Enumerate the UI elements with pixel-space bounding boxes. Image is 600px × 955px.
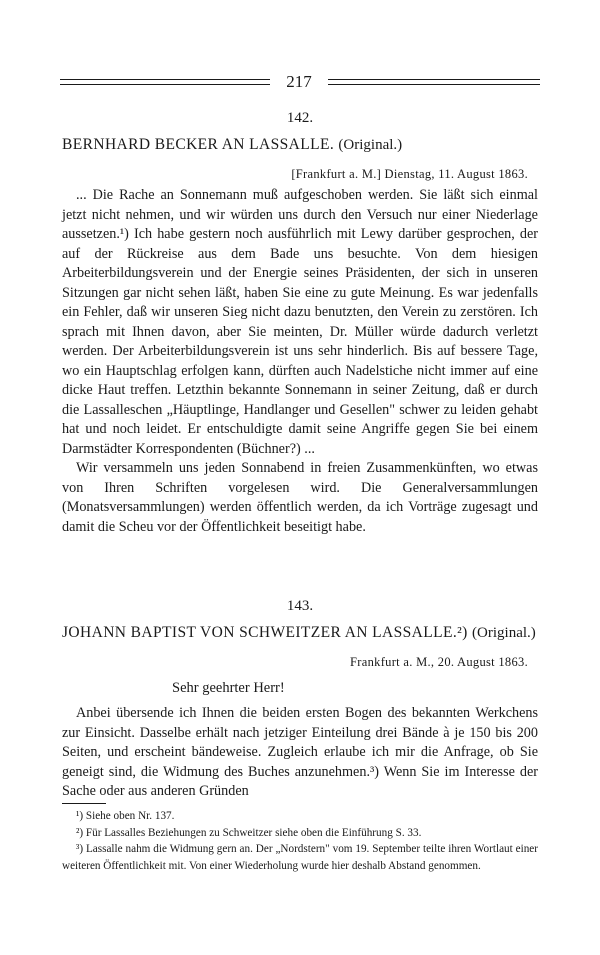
body-paragraph: Anbei übersende ich Ihnen die beiden ersten Bogen des bekannten Werkchens zur Einsicht. Dasselbe erhält nach jetziger Einteilung drei Bände à je 150 bis 200 Seiten, und erscheint bändeweise. Zugleich erlaube ich mir die Anfrage, ob Sie geneigt sind, die Widmung des Buches anzunehmen.³) Wenn Sie im Interesse der Sache oder aus anderen Gründen	[62, 705, 538, 799]
letter-heading	[62, 624, 536, 642]
letter-dateline: [Frankfurt a. M.] Dienstag, 11. August 1863.	[291, 167, 528, 181]
letter-heading-title: JOHANN BAPTIST VON SCHWEITZER AN LASSALLE.²)	[62, 624, 468, 641]
letter-body	[62, 186, 538, 537]
body-paragraph: Wir versammeln uns jeden Sonnabend in freien Zusammenkünften, wo etwas von Ihren Schriften vorgelesen wird. Die Generalversammlungen (Monatsversammlungen) werden öffentlich werden, da ich Vorträge zugesagt und damit die Scheu vor der Öffentlichkeit beseitigt habe.	[62, 460, 538, 535]
letter-body	[62, 704, 538, 802]
footnote: ²) Für Lassalles Beziehungen zu Schweitzer siehe oben die Einführung S. 33.	[76, 826, 422, 839]
page-number: 217	[286, 72, 312, 91]
letter-number: 143.	[286, 598, 314, 614]
footnote: ³) Lassalle nahm die Widmung gern an. Der „Nordstern" vom 19. September teilte ihren Wortlaut einer weiteren Öffentlichkeit mit. Von einer Wiederholung wurde hier deshalb Abstand genommen.	[62, 843, 538, 872]
footnote: ¹) Siehe oben Nr. 137.	[76, 810, 175, 822]
body-paragraph: ... Die Rache an Sonnemann muß aufgeschoben werden. Sie läßt sich einmal jetzt nicht nehmen, und wir würden uns durch den Versuch nur einer Niederlage aussetzen.¹) Ich habe gestern noch ausführlich mit Lewy darüber gesprochen, der auf der Rückreise aus dem Bade uns besuchte. Von dem hiesigen Arbeiterbildungsverein und der Energie seines Präsidenten, der sich in unseren Sitzungen gar nicht sehen läßt, haben Sie eine zu gute Meinung. Es war jedenfalls ein Fehler, daß wir unseren Sieg nicht dazu benutzten, den Verein zu zerstören. Ich sprach mit Ihnen davon, aber Sie meinten, Dr. Müller würde dadurch verletzt werden. Der Arbeiterbildungsverein ist uns sehr hinderlich. Bis auf bessere Tage, wo ein Hauptschlag erfolgen kann, dürften auch Nadelstiche nicht immer auf eine dicke Haut treffen. Letzthin bekannte Sonnemann in seiner Zeitung, daß er durch die Lassalleschen „Häuptlinge, Handlanger und Gesellen" schwer zu leiden gehabt hat und noch leidet. Er entschuldigte damit seine Angriffe gegen Sie bei einem Darmstädter Korrespondenten (Büchner?) ...	[62, 187, 538, 457]
letter-dateline: Frankfurt a. M., 20. August 1863.	[350, 655, 528, 669]
footnote-rule	[62, 803, 106, 804]
header-rule-left	[60, 79, 270, 85]
letter-heading	[62, 136, 402, 154]
letter-heading-original: (Original.)	[338, 137, 403, 153]
letter-heading-original: (Original.)	[472, 625, 536, 641]
header-rule-right	[328, 79, 540, 85]
letter-number: 142.	[286, 110, 314, 126]
letter-salutation: Sehr geehrter Herr!	[172, 680, 285, 696]
letter-heading-title: BERNHARD BECKER AN LASSALLE.	[62, 136, 335, 153]
page-header	[60, 72, 540, 92]
footnotes	[62, 808, 538, 874]
